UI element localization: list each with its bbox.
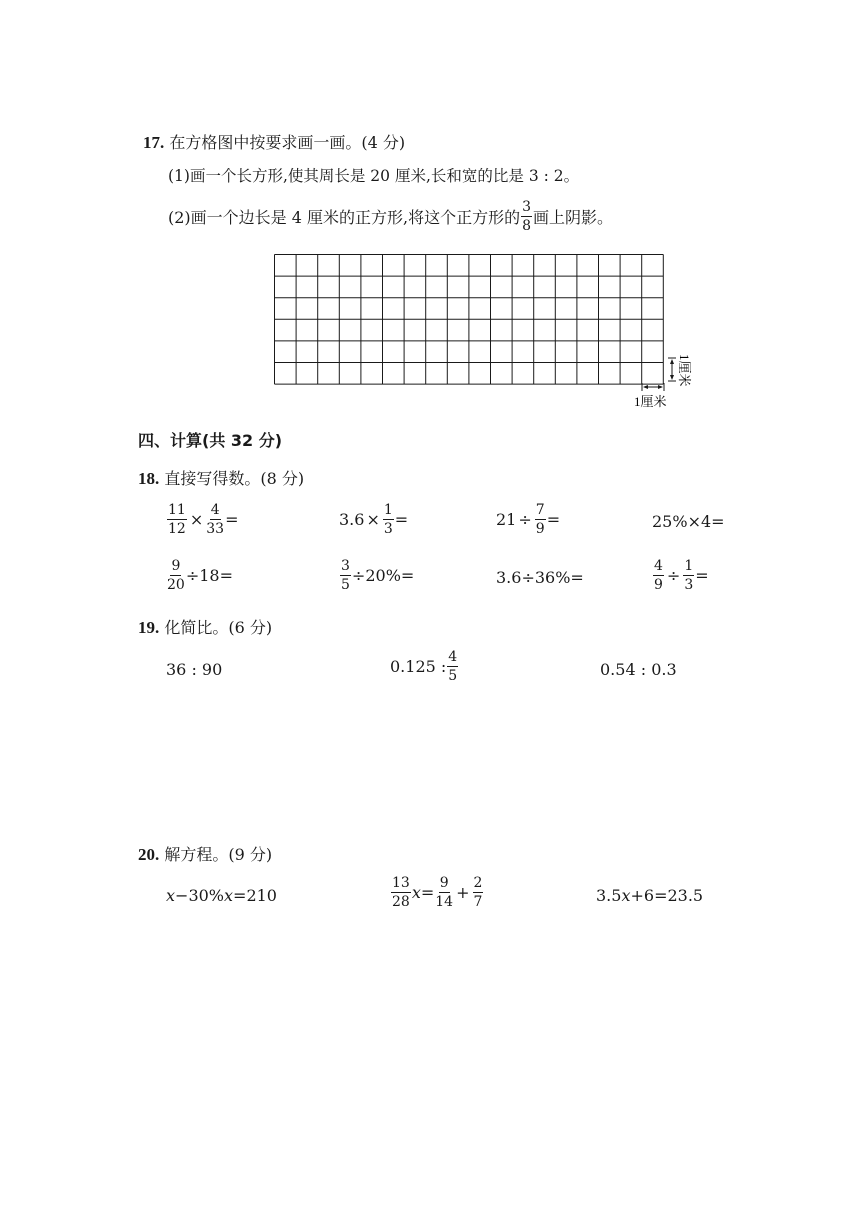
fraction [535,503,546,536]
fraction-numerator: 3 [522,199,532,215]
operator: + [456,883,470,902]
q17-sub1: (1)画一个长方形,使其周长是 20 厘米,长和宽的比是 3 : 2。 [168,167,580,185]
q17-sub2-fraction [521,200,532,233]
q18-item-3 [496,503,560,536]
fraction-numerator: 13 [392,875,410,891]
fraction [435,876,453,909]
operator: × [366,510,380,529]
square-grid[interactable] [274,254,714,414]
q18-item-5 [166,559,233,592]
variable-x: x [621,886,631,905]
q18-item-6 [339,559,414,592]
expression-rest: ÷20%= [351,566,415,585]
q18-item-8 [652,559,709,592]
fraction-numerator: 4 [448,649,458,665]
variable-x: x [411,883,421,902]
operator: ÷ [666,566,681,585]
expression-text: 25%×4= [652,512,725,531]
fraction [473,876,484,909]
q18-item-7 [496,568,584,587]
operand: 21 [496,510,517,529]
q18-item-2 [339,503,408,536]
fraction [383,503,394,536]
scale-h-arrow-left-icon [643,385,648,389]
fraction-numerator: 7 [535,502,545,518]
scale-h-arrow-right-icon [658,385,663,389]
variable-x: x [166,886,176,905]
q17-number: 17. [143,133,165,152]
q18-item-4 [652,512,725,531]
fraction [653,559,664,592]
q20-heading [138,842,272,865]
operand: 3.6 [339,510,365,529]
fraction-numerator: 2 [473,875,483,891]
equals-sign: = [225,510,239,529]
q20-equation-2 [390,876,484,909]
equals-sign: = [420,883,435,902]
equals-sign: = [394,510,409,529]
fraction [391,876,411,909]
scale-v-label: 1厘米 [677,354,692,387]
fraction-denominator: 3 [684,577,694,593]
fraction-denominator: 20 [167,577,185,593]
fraction [683,559,694,592]
q17-heading [143,130,405,153]
fraction-numerator: 11 [168,502,186,518]
equals-sign: = [546,510,561,529]
fraction-numerator: 1 [383,502,393,518]
q20-number: 20. [138,845,160,864]
fraction-denominator: 7 [473,894,483,910]
fraction-denominator: 14 [435,894,454,910]
expression-text: 3.6÷36%= [496,568,584,587]
q17-sub2-text-before: (2)画一个边长是 4 厘米的正方形,将这个正方形的 [168,208,521,227]
fraction-denominator: 3 [383,521,393,537]
fraction [167,559,185,592]
q18-item-1 [166,503,238,536]
expression-rest: +6=23.5 [630,886,704,905]
fraction [167,503,187,536]
fraction-denominator: 9 [654,577,663,593]
fraction-numerator: 1 [684,558,694,574]
fraction-numerator: 4 [654,558,663,574]
fraction-numerator: 4 [210,502,220,518]
fraction [447,650,458,683]
fraction-numerator: 9 [439,875,449,891]
fraction-denominator: 28 [392,894,410,910]
q17-sub2-text-after: 画上阴影。 [533,208,614,227]
scale-v-arrow-up-icon [670,359,674,364]
expression-text: 0.125 : [390,657,447,676]
fraction-denominator: 12 [168,521,186,537]
fraction [206,503,224,536]
section-4-heading: 四、计算(共 32 分) [138,431,283,450]
fraction-numerator: 9 [171,558,181,574]
q18-heading [138,466,304,489]
q20-equation-3 [596,886,703,905]
q18-title: 直接写得数。(8 分) [164,469,305,488]
fraction-denominator: 9 [535,521,545,537]
q19-item-2 [390,650,459,683]
fraction-denominator: 5 [341,577,350,593]
operator: ÷ [518,510,532,529]
grid-lines [275,255,664,385]
q20-title: 解方程。(9 分) [164,845,273,864]
fraction-denominator: 33 [206,521,225,537]
variable-x: x [224,886,234,905]
fraction [340,559,351,592]
expression-text: 0.54 : 0.3 [600,660,677,679]
q17-title: 在方格图中按要求画一画。(4 分) [169,133,406,152]
q19-heading [138,615,272,638]
expression-text: 36 : 90 [166,660,223,679]
expression-rest: ÷18= [185,566,233,585]
equals-sign: = [695,566,709,585]
fraction-denominator: 5 [448,668,458,684]
operand: 3.5 [596,886,622,905]
scale-h-label: 1厘米 [634,394,667,409]
q19-item-3 [600,660,677,679]
q19-item-1 [166,660,222,679]
expression-rest: =210 [233,886,277,905]
q17-sub2 [168,200,613,233]
q19-title: 化简比。(6 分) [164,618,273,637]
expression-part: −30% [175,886,224,905]
scale-v-arrow-down-icon [670,375,674,380]
fraction-denominator: 8 [522,218,532,234]
q19-number: 19. [138,618,160,637]
fraction-numerator: 3 [341,558,350,574]
q20-equation-1 [166,886,277,905]
operator: × [189,510,204,529]
q18-number: 18. [138,469,160,488]
